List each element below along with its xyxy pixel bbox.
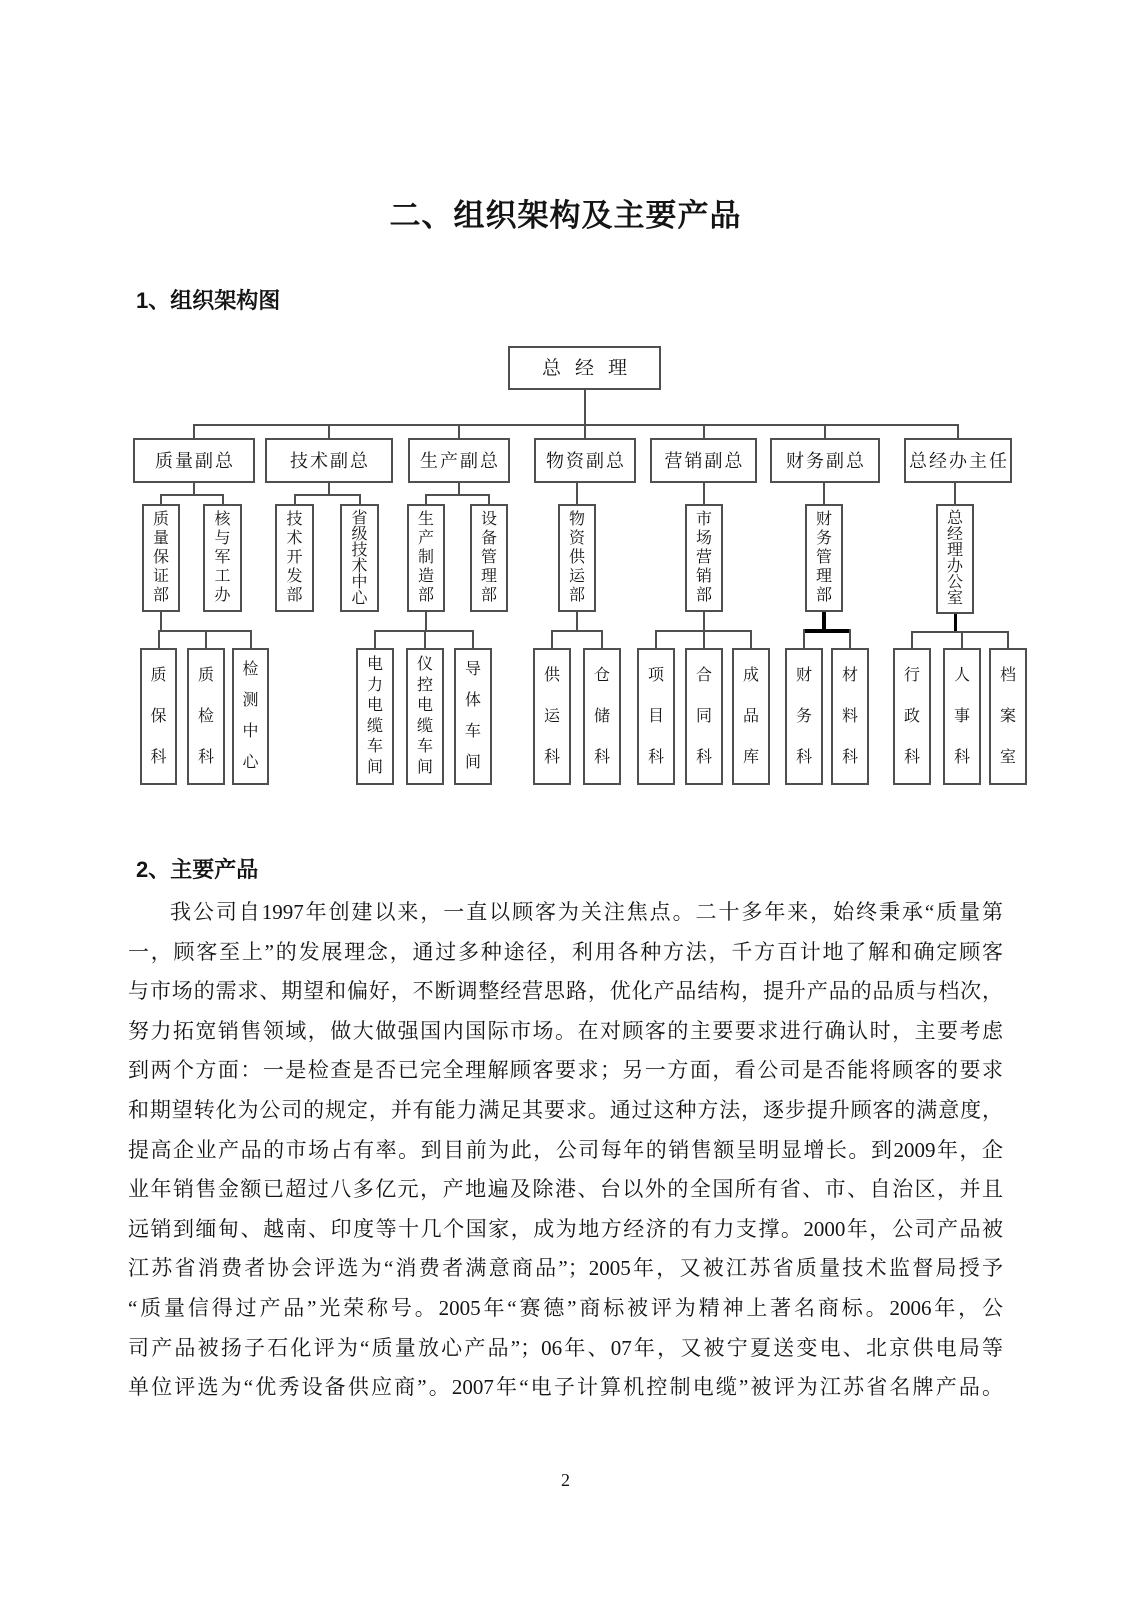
org-node-char: 力	[366, 676, 383, 694]
org-node-char: 理	[815, 567, 832, 585]
org-node-char: 目	[647, 707, 664, 725]
org-node-char: 车	[464, 722, 481, 740]
paragraph-line: 到两个方面：一是检查是否已完全理解顾客要求；另一方面，看公司是否能将顾客的要求	[128, 1058, 1003, 1083]
org-connector-line	[703, 612, 705, 630]
org-node-d_marketing	[685, 504, 723, 612]
org-node-d_manu	[407, 504, 445, 612]
org-node-char: 总	[946, 510, 963, 527]
org-connector-line	[954, 614, 957, 631]
paragraph-line: 提高企业产品的市场占有率。到目前为此，公司每年的销售额呈明显增长。到2009年，企	[128, 1137, 1003, 1162]
org-node-char: 电	[416, 697, 433, 715]
org-node-s_caiwu	[785, 648, 823, 785]
org-node-char: 保	[150, 707, 167, 725]
org-node-char: 开	[286, 548, 303, 566]
org-connector-line	[222, 494, 224, 504]
org-chart	[0, 340, 1131, 810]
org-connector-line	[205, 630, 207, 648]
org-connector-line	[328, 483, 330, 494]
org-connector-line	[601, 630, 603, 648]
paragraph-line: 单位评选为“优秀设备供应商”。2007年“电子计算机控制电缆”被评为江苏省名牌产品。	[128, 1375, 1003, 1400]
org-connector-line	[703, 483, 705, 504]
org-node-char: 科	[543, 748, 560, 766]
section-2-heading: 2、主要产品	[136, 857, 259, 882]
org-node-char: 导	[464, 661, 481, 679]
org-node-vp_finance: 财务副总	[770, 438, 880, 483]
org-node-d_qa	[142, 504, 180, 612]
org-connector-line	[703, 630, 705, 648]
org-node-char: 检	[197, 707, 214, 725]
org-node-char: 办	[214, 586, 231, 604]
org-node-gm: 总经理	[508, 346, 661, 390]
org-connector-line	[250, 630, 252, 648]
org-connector-line	[160, 494, 224, 496]
org-node-char: 产	[417, 530, 434, 548]
org-node-char: 室	[946, 590, 963, 607]
org-node-char: 核	[214, 511, 231, 529]
org-node-char: 造	[417, 567, 434, 585]
org-node-char: 料	[841, 707, 858, 725]
org-connector-line	[824, 424, 826, 438]
org-node-char: 档	[999, 666, 1016, 684]
org-connector-line	[458, 483, 460, 494]
org-connector-line	[576, 483, 578, 504]
org-node-char: 材	[841, 666, 858, 684]
org-node-char: 科	[903, 748, 920, 766]
org-node-char: 科	[197, 748, 214, 766]
org-node-char: 财	[815, 511, 832, 529]
org-node-char: 量	[152, 530, 169, 548]
org-node-char: 运	[568, 567, 585, 585]
org-node-char: 经	[946, 526, 963, 543]
org-node-char: 财	[795, 666, 812, 684]
org-connector-line	[911, 631, 1009, 633]
org-node-char: 车	[416, 738, 433, 756]
org-connector-line	[294, 494, 361, 496]
org-node-s_jiance	[232, 648, 269, 785]
org-connector-line	[823, 483, 825, 504]
org-node-char: 管	[815, 548, 832, 566]
org-node-char: 供	[543, 666, 560, 684]
org-connector-line	[160, 494, 162, 504]
org-connector-line	[655, 630, 657, 648]
org-node-s_power	[356, 648, 394, 785]
org-node-char: 心	[242, 753, 259, 771]
main-paragraph	[128, 893, 1003, 1408]
org-node-char: 部	[568, 586, 585, 604]
org-node-char: 科	[953, 748, 970, 766]
org-node-char: 部	[286, 586, 303, 604]
org-node-char: 同	[695, 707, 712, 725]
org-node-d_nuclear	[203, 504, 242, 612]
org-connector-line	[425, 494, 490, 496]
org-node-vp_quality: 质量副总	[133, 438, 255, 483]
org-node-char: 部	[815, 586, 832, 604]
org-node-s_cond	[454, 648, 492, 785]
paragraph-line: 远销到缅甸、越南、印度等十几个国家，成为地方经济的有力支撑。2000年，公司产品被	[128, 1216, 1003, 1241]
org-node-s_xiangmu	[637, 648, 675, 785]
org-node-char: 仓	[593, 666, 610, 684]
org-node-char: 间	[464, 753, 481, 771]
org-connector-line	[576, 612, 578, 630]
org-node-char: 设	[480, 511, 497, 529]
org-node-d_equip	[470, 504, 508, 612]
paragraph-line: 江苏省消费者协会评选为“消费者满意商品”；2005年，又被江苏省质量技术监督局授予	[128, 1256, 1003, 1281]
org-node-char: 资	[568, 530, 585, 548]
org-node-char: 科	[593, 748, 610, 766]
org-node-char: 控	[416, 676, 433, 694]
org-node-char: 工	[214, 567, 231, 585]
page-title: 二、组织架构及主要产品	[389, 198, 742, 233]
org-node-char: 缆	[416, 717, 433, 735]
org-node-char: 心	[351, 590, 368, 607]
org-node-char: 运	[543, 707, 560, 725]
org-connector-line	[193, 483, 195, 494]
org-node-vp_sales: 营销副总	[650, 438, 757, 483]
org-node-char: 备	[480, 530, 497, 548]
org-node-char: 管	[480, 548, 497, 566]
org-node-char: 科	[695, 748, 712, 766]
org-node-char: 物	[568, 511, 585, 529]
org-connector-line	[703, 424, 705, 438]
org-node-char: 中	[351, 574, 368, 591]
org-connector-line	[911, 631, 913, 648]
org-node-d_rd	[275, 504, 314, 612]
org-node-char: 科	[795, 748, 812, 766]
org-node-char: 质	[197, 666, 214, 684]
org-connector-line	[425, 494, 427, 504]
org-node-d_gmoffice	[936, 504, 974, 614]
org-connector-line	[750, 630, 752, 648]
org-node-char: 销	[695, 567, 712, 585]
org-node-s_zhijian	[187, 648, 225, 785]
org-node-char: 理	[946, 542, 963, 559]
org-node-char: 检	[242, 661, 259, 679]
org-connector-line	[158, 630, 160, 648]
org-connector-line	[193, 424, 195, 438]
org-node-vp_gmo: 总经办主任	[904, 438, 1012, 483]
paragraph-line: 与市场的需求、期望和偏好，不断调整经营思路，优化产品结构，提升产品的品质与档次，	[128, 979, 1003, 1004]
org-node-s_xingzheng	[893, 648, 931, 785]
org-node-s_hetong	[685, 648, 723, 785]
org-node-char: 制	[417, 548, 434, 566]
org-node-char: 事	[953, 707, 970, 725]
org-node-char: 术	[286, 530, 303, 548]
org-node-char: 科	[647, 748, 664, 766]
org-node-vp_material: 物资副总	[534, 438, 636, 483]
org-connector-line	[472, 630, 474, 648]
paragraph-line: 业年销售金额已超过八多亿元，产地遍及除港、台以外的全国所有省、市、自治区，并且	[128, 1177, 1003, 1202]
org-node-s_chengpin	[732, 648, 770, 785]
org-connector-line	[193, 424, 959, 426]
org-node-char: 务	[815, 530, 832, 548]
paragraph-line: “质量信得过产品”光荣称号。2005年“赛德”商标被评为精神上著名商标。2006年，公	[128, 1295, 1003, 1320]
org-node-char: 部	[417, 586, 434, 604]
org-connector-line	[328, 424, 330, 438]
org-connector-line	[551, 630, 603, 632]
org-connector-line	[584, 424, 586, 438]
org-node-char: 生	[417, 511, 434, 529]
org-node-char: 术	[351, 558, 368, 575]
org-node-char: 车	[366, 738, 383, 756]
org-node-char: 体	[464, 692, 481, 710]
org-node-char: 电	[366, 656, 383, 674]
org-connector-line	[488, 494, 490, 504]
org-connector-line	[584, 390, 586, 424]
org-connector-line	[425, 612, 427, 630]
org-node-char: 室	[999, 748, 1016, 766]
org-connector-line	[294, 494, 296, 504]
org-node-char: 级	[351, 526, 368, 543]
org-connector-line	[803, 629, 851, 633]
org-connector-line	[961, 631, 963, 648]
org-node-d_supply	[558, 504, 596, 612]
org-node-char: 与	[214, 530, 231, 548]
org-node-char: 技	[286, 511, 303, 529]
org-node-char: 质	[152, 511, 169, 529]
org-node-s_instr	[406, 648, 444, 785]
org-node-char: 缆	[366, 717, 383, 735]
org-node-char: 电	[366, 697, 383, 715]
org-connector-line	[957, 424, 959, 438]
org-connector-line	[374, 630, 376, 648]
org-node-char: 项	[647, 666, 664, 684]
org-node-char: 证	[152, 567, 169, 585]
org-node-char: 库	[742, 748, 759, 766]
org-node-char: 营	[695, 548, 712, 566]
org-node-d_prov	[340, 504, 379, 612]
org-connector-line	[1007, 631, 1009, 648]
org-node-char: 公	[946, 574, 963, 591]
org-connector-line	[160, 612, 162, 630]
org-node-s_zhibao	[140, 648, 177, 785]
org-node-char: 市	[695, 511, 712, 529]
org-node-char: 仪	[416, 656, 433, 674]
org-node-char: 务	[795, 707, 812, 725]
org-node-char: 品	[742, 707, 759, 725]
org-node-char: 间	[416, 758, 433, 776]
org-node-char: 人	[953, 666, 970, 684]
paragraph-line: 一，顾客至上”的发展理念，通过多种途径，利用各种方法，千方百计地了解和确定顾客	[128, 939, 1003, 964]
org-node-char: 间	[366, 758, 383, 776]
org-node-s_dangan	[989, 648, 1027, 785]
org-node-s_cailiao	[831, 648, 869, 785]
org-node-char: 成	[742, 666, 759, 684]
org-node-s_cangchu	[583, 648, 621, 785]
org-node-d_fin	[805, 504, 843, 612]
org-node-char: 保	[152, 548, 169, 566]
org-connector-line	[551, 630, 553, 648]
org-node-char: 中	[242, 722, 259, 740]
org-node-char: 供	[568, 548, 585, 566]
paragraph-line: 我公司自1997年创建以来，一直以顾客为关注焦点。二十多年来，始终秉承“质量第	[170, 900, 1003, 924]
org-node-char: 理	[480, 567, 497, 585]
org-node-char: 政	[903, 707, 920, 725]
org-node-s_gongyun	[533, 648, 571, 785]
org-connector-line	[954, 483, 956, 504]
section-1-heading: 1、组织架构图	[136, 288, 281, 313]
org-node-char: 技	[351, 542, 368, 559]
org-node-char: 测	[242, 692, 259, 710]
org-node-char: 合	[695, 666, 712, 684]
org-node-char: 储	[593, 707, 610, 725]
org-node-char: 场	[695, 530, 712, 548]
org-node-char: 部	[152, 586, 169, 604]
org-node-vp_prod: 生产副总	[408, 438, 510, 483]
org-node-s_renshi	[943, 648, 981, 785]
paragraph-line: 努力拓宽销售领域，做大做强国内国际市场。在对顾客的主要要求进行确认时，主要考虑	[128, 1018, 1003, 1043]
org-node-char: 部	[480, 586, 497, 604]
org-connector-line	[822, 612, 826, 629]
org-node-char: 科	[150, 748, 167, 766]
org-connector-line	[359, 494, 361, 504]
org-node-char: 发	[286, 567, 303, 585]
org-connector-line	[803, 629, 805, 648]
org-connector-line	[458, 424, 460, 438]
org-node-char: 科	[841, 748, 858, 766]
paragraph-line: 和期望转化为公司的规定，并有能力满足其要求。通过这种方法，逐步提升顾客的满意度，	[128, 1097, 1003, 1122]
page-number: 2	[561, 1470, 570, 1490]
org-node-char: 省	[351, 510, 368, 527]
org-node-char: 部	[695, 586, 712, 604]
org-connector-line	[849, 629, 851, 648]
org-node-char: 军	[214, 548, 231, 566]
org-node-char: 质	[150, 666, 167, 684]
paragraph-line: 司产品被扬子石化评为“质量放心产品”；06年、07年，又被宁夏送变电、北京供电局等	[128, 1335, 1003, 1360]
org-node-char: 办	[946, 558, 963, 575]
org-node-char: 行	[903, 666, 920, 684]
org-connector-line	[424, 630, 426, 648]
org-node-vp_tech: 技术副总	[265, 438, 393, 483]
org-node-char: 案	[999, 707, 1016, 725]
